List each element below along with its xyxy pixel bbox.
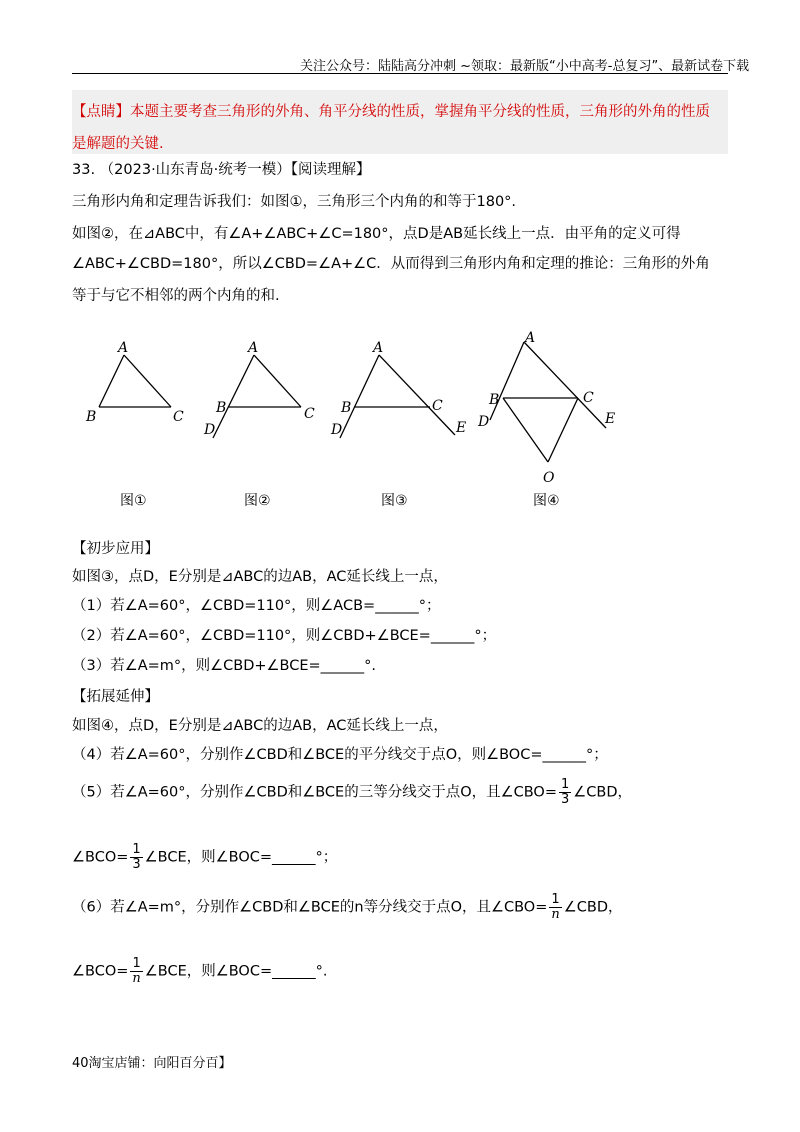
- problem-number: 33.: [72, 162, 96, 178]
- question-4: （4）若∠A=60°，分别作∠CBD和∠BCE的平分线交于点O，则∠BOC=______°；: [72, 747, 608, 763]
- section-extend-title: 【拓展延伸】: [72, 689, 159, 705]
- question-1: （1）若∠A=60°，∠CBD=110°，则∠ACB=______°；: [72, 598, 441, 614]
- question-5-line-1: [72, 778, 632, 807]
- q6-fraction-2: $\frac{1}{n}$: [132, 956, 141, 986]
- question-3: （3）若∠A=m°，则∠CBD+∠BCE=______°.: [72, 658, 377, 674]
- question-6-line-1: [72, 893, 623, 922]
- q5-fraction-2: $\frac{1}{3}$: [132, 842, 141, 872]
- q5-text-b-head: ∠BCO=: [72, 849, 129, 866]
- q5-text-b: ∠BCE，则∠BOC=______°；: [144, 849, 338, 866]
- section-initial-title: 【初步应用】: [72, 541, 159, 557]
- section-initial-intro: 如图③，点D，E分别是⊿ABC的边AB，AC延长线上一点，: [72, 569, 448, 585]
- q6-text-b: ∠BCE，则∠BOC=______°.: [144, 963, 328, 980]
- question-5-line-2: [72, 843, 337, 872]
- fig3-label-e: E: [456, 420, 467, 436]
- figures-panel: [0, 320, 800, 520]
- paragraph-2: 如图②，在⊿ABC中，有∠A+∠ABC+∠C=180°，点D是AB延长线上一点．由平角的定义可得: [72, 226, 681, 242]
- problem-heading: [72, 158, 371, 179]
- fig3-label-a: A: [373, 340, 384, 356]
- caption-figure-2: 图②: [244, 493, 271, 509]
- fig1-label-b: B: [86, 409, 97, 425]
- figure-3: [340, 355, 455, 438]
- page-footer: 40淘宝店铺：向阳百分百】: [72, 1056, 232, 1071]
- q5-text-a-tail: ∠CBD，: [573, 784, 633, 801]
- page-header: 关注公众号：陆陆高分冲刺 ~领取：最新版“小中高考-总复习”、最新试卷下载: [300, 59, 750, 74]
- fig1-label-c: C: [173, 409, 184, 425]
- fig4-label-e: E: [605, 411, 616, 427]
- fig1-label-a: A: [118, 340, 129, 356]
- paragraph-3: ∠ABC+∠CBD=180°，所以∠CBD=∠A+∠C．从而得到三角形内角和定理的推论：三角形的外角: [72, 256, 710, 272]
- fig4-label-d: D: [478, 414, 490, 430]
- fig2-label-a: A: [248, 340, 259, 356]
- question-2: （2）若∠A=60°，∠CBD=110°，则∠CBD+∠BCE=______°；: [72, 628, 497, 644]
- problem-source: （2023·山东青岛·统考一模）【阅读理解】: [99, 162, 371, 178]
- fig4-label-c: C: [583, 390, 594, 406]
- fig3-label-b: B: [341, 400, 352, 416]
- q6-text-b-head: ∠BCO=: [72, 963, 129, 980]
- section-extend-intro: 如图④，点D，E分别是⊿ABC的边AB，AC延长线上一点，: [72, 718, 448, 734]
- fig2-label-c: C: [304, 406, 315, 422]
- header-rule: [72, 73, 728, 74]
- question-6-line-2: [72, 957, 327, 986]
- paragraph-4: 等于与它不相邻的两个内角的和.: [72, 288, 280, 304]
- paragraph-1: 三角形内角和定理告诉我们：如图①，三角形三个内角的和等于180°.: [72, 194, 517, 210]
- caption-figure-4: 图④: [533, 493, 560, 509]
- fig3-label-c: C: [432, 398, 443, 414]
- caption-figure-3: 图③: [381, 493, 408, 509]
- figure-2: [213, 355, 301, 438]
- remark-text: 【点睛】本题主要考查三角形的外角、角平分线的性质，掌握角平分线的性质，三角形的外角的性质是解题的关键.: [72, 104, 710, 152]
- figure-1: [99, 355, 171, 407]
- fig4-label-a: A: [525, 330, 536, 346]
- q6-fraction-1: $\frac{1}{n}$: [551, 892, 560, 922]
- fig3-label-d: D: [331, 422, 343, 438]
- fig4-label-o: O: [543, 470, 555, 486]
- q5-text-a: （5）若∠A=60°，分别作∠CBD和∠BCE的三等分线交于点O，且∠CBO=: [72, 784, 557, 801]
- q5-fraction-1: $\frac{1}{3}$: [561, 777, 570, 807]
- fig2-label-b: B: [216, 400, 227, 416]
- q6-text-a-tail: ∠CBD，: [563, 899, 623, 916]
- fig4-label-b: B: [489, 392, 500, 408]
- q6-text-a: （6）若∠A=m°，分别作∠CBD和∠BCE的n等分线交于点O，且∠CBO=: [72, 899, 548, 916]
- caption-figure-1: 图①: [120, 493, 147, 509]
- fig2-label-d: D: [204, 422, 216, 438]
